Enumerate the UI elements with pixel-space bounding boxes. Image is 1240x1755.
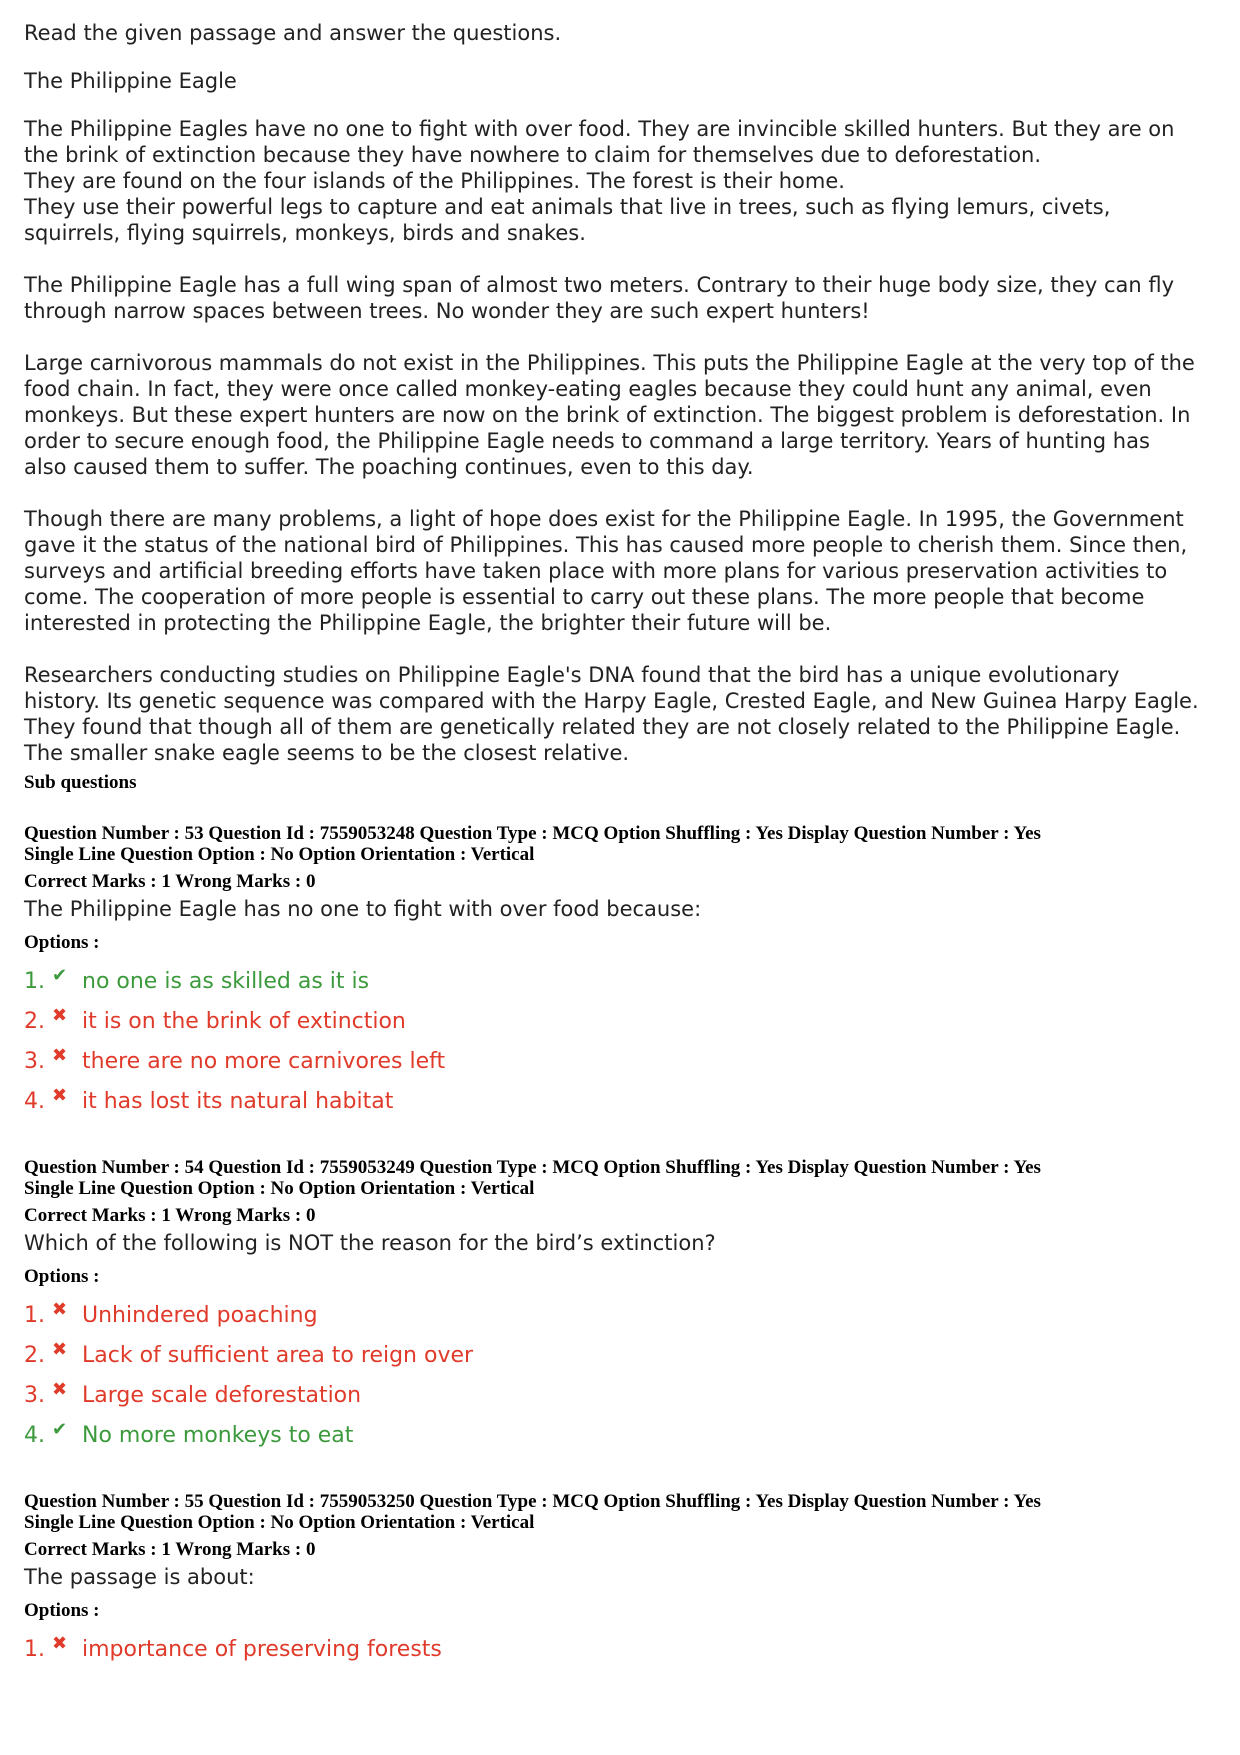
document-page <box>24 20 1224 1669</box>
paragraph-line: squirrels, flying squirrels, monkeys, birds and snakes. <box>24 221 586 245</box>
option-text: No more monkeys to eat <box>82 1422 354 1448</box>
question-meta-line: Single Line Question Option : No Option Orientation : Vertical <box>24 844 535 865</box>
cross-icon: ✖ <box>52 1632 68 1654</box>
passage-paragraph <box>24 350 1224 480</box>
question-block <box>24 1491 1224 1669</box>
question-meta-line: Question Number : 53 Question Id : 7559053248 Question Type : MCQ Option Shuffling : Yes Display Question Number : Yes <box>24 823 1041 844</box>
passage-title: The Philippine Eagle <box>24 69 237 93</box>
paragraph-line: Large carnivorous mammals do not exist in the Philippines. This puts the Philippine Eagle at the very top of the <box>24 351 1195 375</box>
paragraph-line: They are found on the four islands of the Philippines. The forest is their home. <box>24 169 845 193</box>
paragraph-line: the brink of extinction because they have nowhere to claim for themselves due to deforestation. <box>24 143 1042 167</box>
paragraph-line: interested in protecting the Philippine Eagle, the brighter their future will be. <box>24 611 832 635</box>
option-text: no one is as skilled as it is <box>82 968 370 994</box>
paragraph-line: Though there are many problems, a light of hope does exist for the Philippine Eagle. In 1995, the Government <box>24 507 1184 531</box>
paragraph-line: They use their powerful legs to capture and eat animals that live in trees, such as flying lemurs, civets, <box>24 195 1111 219</box>
passage-paragraph <box>24 116 1224 246</box>
paragraph-line: come. The cooperation of more people is essential to carry out these plans. The more people that become <box>24 585 1145 609</box>
option-item <box>24 1295 1224 1335</box>
paragraph-line: gave it the status of the national bird of Philippines. This has caused more people to cherish them. Since then, <box>24 533 1188 557</box>
option-text: importance of preserving forests <box>82 1636 442 1662</box>
option-item <box>24 1335 1224 1375</box>
cross-icon: ✖ <box>52 1044 68 1066</box>
option-text: Lack of sufficient area to reign over <box>82 1342 474 1368</box>
option-text: Unhindered poaching <box>82 1302 318 1328</box>
passage <box>24 116 1224 766</box>
paragraph-line: They found that though all of them are genetically related they are not closely related to the Philippine Eagle. <box>24 715 1181 739</box>
cross-icon: ✖ <box>52 1298 68 1320</box>
question-meta <box>24 1157 1224 1199</box>
option-number: 4. <box>24 1422 45 1448</box>
paragraph-line: order to secure enough food, the Philippine Eagle needs to command a large territory. Years of hunting has <box>24 429 1150 453</box>
question-meta-line: Single Line Question Option : No Option Orientation : Vertical <box>24 1178 535 1199</box>
question-meta <box>24 823 1224 865</box>
question-meta-line: Question Number : 54 Question Id : 7559053249 Question Type : MCQ Option Shuffling : Yes Display Question Number : Yes <box>24 1157 1041 1178</box>
option-number: 1. <box>24 1302 45 1328</box>
paragraph-line: through narrow spaces between trees. No wonder they are such expert hunters! <box>24 299 870 323</box>
paragraph-line: food chain. In fact, they were once called monkey-eating eagles because they could hunt any animal, even <box>24 377 1152 401</box>
option-number: 4. <box>24 1088 45 1114</box>
cross-icon: ✖ <box>52 1004 68 1026</box>
passage-paragraph <box>24 272 1224 324</box>
paragraph-line: The Philippine Eagle has a full wing span of almost two meters. Contrary to their huge body size, they can fly <box>24 273 1175 297</box>
paragraph-line: also caused them to suffer. The poaching continues, even to this day. <box>24 455 754 479</box>
instruction-text: Read the given passage and answer the questions. <box>24 21 562 45</box>
question-text: The Philippine Eagle has no one to fight with over food because: <box>24 897 702 921</box>
option-item <box>24 1415 1224 1455</box>
question-block <box>24 1157 1224 1455</box>
check-icon: ✔ <box>52 1418 68 1440</box>
question-meta <box>24 1491 1224 1533</box>
question-meta-line: Question Number : 55 Question Id : 7559053250 Question Type : MCQ Option Shuffling : Yes Display Question Number : Yes <box>24 1491 1041 1512</box>
options-label: Options : <box>24 932 100 953</box>
question-marks: Correct Marks : 1 Wrong Marks : 0 <box>24 1205 316 1226</box>
check-icon: ✔ <box>52 964 68 986</box>
question-block <box>24 823 1224 1121</box>
question-meta-line: Single Line Question Option : No Option Orientation : Vertical <box>24 1512 535 1533</box>
paragraph-line: The Philippine Eagles have no one to fight with over food. They are invincible skilled hunters. But they are on <box>24 117 1175 141</box>
paragraph-line: surveys and artificial breeding efforts have taken place with more plans for various preservation activities to <box>24 559 1168 583</box>
option-item <box>24 1081 1224 1121</box>
option-item <box>24 961 1224 1001</box>
option-number: 3. <box>24 1382 45 1408</box>
question-text: The passage is about: <box>24 1565 255 1589</box>
sub-questions-label: Sub questions <box>24 772 137 793</box>
paragraph-line: monkeys. But these expert hunters are now on the brink of extinction. The biggest problem is deforestation. In <box>24 403 1191 427</box>
option-number: 3. <box>24 1048 45 1074</box>
option-item <box>24 1041 1224 1081</box>
cross-icon: ✖ <box>52 1084 68 1106</box>
options-label: Options : <box>24 1266 100 1287</box>
paragraph-line: Researchers conducting studies on Philippine Eagle's DNA found that the bird has a unique evolutionary <box>24 663 1120 687</box>
option-number: 2. <box>24 1008 45 1034</box>
question-text: Which of the following is NOT the reason for the bird’s extinction? <box>24 1231 716 1255</box>
options-label: Options : <box>24 1600 100 1621</box>
questions-list <box>24 823 1224 1669</box>
option-number: 1. <box>24 968 45 994</box>
question-marks: Correct Marks : 1 Wrong Marks : 0 <box>24 1539 316 1560</box>
cross-icon: ✖ <box>52 1338 68 1360</box>
paragraph-line: history. Its genetic sequence was compared with the Harpy Eagle, Crested Eagle, and New Guinea Harpy Eagle. <box>24 689 1199 713</box>
passage-paragraph <box>24 662 1224 766</box>
option-number: 1. <box>24 1636 45 1662</box>
cross-icon: ✖ <box>52 1378 68 1400</box>
option-text: Large scale deforestation <box>82 1382 362 1408</box>
passage-paragraph <box>24 506 1224 636</box>
option-text: it has lost its natural habitat <box>82 1088 394 1114</box>
option-item <box>24 1375 1224 1415</box>
option-item <box>24 1001 1224 1041</box>
question-marks: Correct Marks : 1 Wrong Marks : 0 <box>24 871 316 892</box>
option-item <box>24 1629 1224 1669</box>
option-text: it is on the brink of extinction <box>82 1008 406 1034</box>
paragraph-line: The smaller snake eagle seems to be the closest relative. <box>24 741 630 765</box>
option-number: 2. <box>24 1342 45 1368</box>
option-text: there are no more carnivores left <box>82 1048 446 1074</box>
